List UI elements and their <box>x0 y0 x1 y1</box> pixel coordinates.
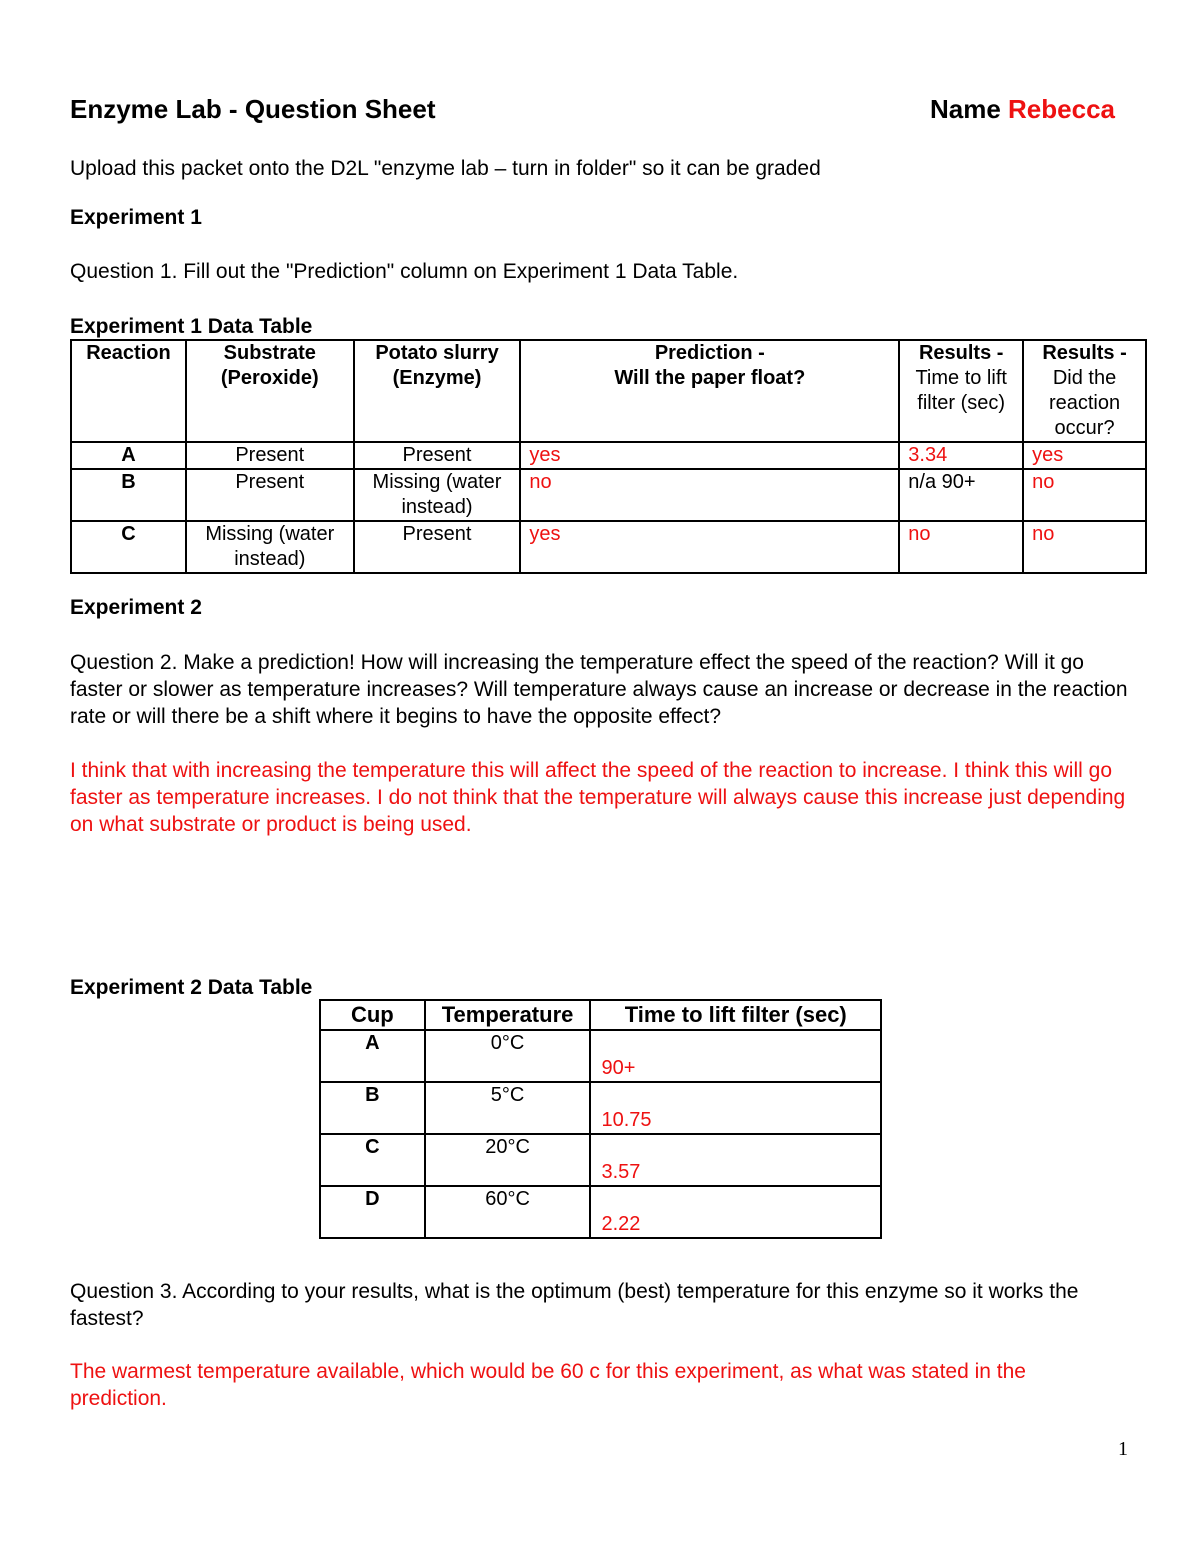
question3-answer: The warmest temperature available, which would be 60 c for this experiment, as what was stated in the prediction. <box>70 1360 1026 1410</box>
table-row <box>320 1186 881 1238</box>
temperature-cell: 5°C <box>425 1082 591 1134</box>
table-header-row <box>71 340 1146 442</box>
title-row <box>70 94 1115 125</box>
col-occurred: Results - Did the reaction occur? <box>1023 340 1146 442</box>
col-temperature: Temperature <box>425 1000 591 1030</box>
table-row <box>71 442 1146 469</box>
question2: Question 2. Make a prediction! How will increasing the temperature effect the speed of the reaction? Will it go faster or slower as temperature increases? Will temperature always cause an increase or decrease in the reaction rate or will there be a shift where it begins to have the opposite effect? <box>70 651 1128 728</box>
substrate-cell: Missing (water instead) <box>186 521 354 573</box>
cup-cell: D <box>320 1186 425 1238</box>
occurred-cell: no <box>1023 469 1146 521</box>
enzyme-cell: Present <box>354 442 521 469</box>
table-row <box>71 469 1146 521</box>
student-name <box>930 94 1115 125</box>
substrate-cell: Present <box>186 469 354 521</box>
instructions: Upload this packet onto the D2L "enzyme lab – turn in folder" so it can be graded <box>70 157 821 180</box>
page-number: 1 <box>1118 1438 1128 1460</box>
table-header-row <box>320 1000 881 1030</box>
col-enzyme: Potato slurry (Enzyme) <box>354 340 521 442</box>
substrate-cell: Present <box>186 442 354 469</box>
table-row <box>320 1082 881 1134</box>
temperature-cell: 0°C <box>425 1030 591 1082</box>
experiment2-data-table <box>319 999 882 1239</box>
time-cell: no <box>899 521 1023 573</box>
experiment2-table-title: Experiment 2 Data Table <box>70 976 313 999</box>
experiment1-heading: Experiment 1 <box>70 206 202 229</box>
col-prediction: Prediction - Will the paper float? <box>520 340 899 442</box>
experiment1-data-table <box>70 339 1147 574</box>
cup-cell: A <box>320 1030 425 1082</box>
table-row <box>320 1030 881 1082</box>
prediction-cell: no <box>520 469 899 521</box>
table-row <box>320 1134 881 1186</box>
question2-answer: I think that with increasing the temperature this will affect the speed of the reaction to increase. I think this will go faster as temperature increases. I do not think that the temperature will always cause this increase just depending on what substrate or product is being used. <box>70 759 1126 836</box>
reaction-cell: A <box>71 442 186 469</box>
cup-cell: B <box>320 1082 425 1134</box>
enzyme-cell: Missing (water instead) <box>354 469 521 521</box>
temperature-cell: 60°C <box>425 1186 591 1238</box>
time-cell: 3.34 <box>899 442 1023 469</box>
time-cell: n/a 90+ <box>899 469 1023 521</box>
reaction-cell: C <box>71 521 186 573</box>
reaction-cell: B <box>71 469 186 521</box>
enzyme-cell: Present <box>354 521 521 573</box>
prediction-cell: yes <box>520 442 899 469</box>
question1: Question 1. Fill out the "Prediction" column on Experiment 1 Data Table. <box>70 260 739 283</box>
temperature-cell: 20°C <box>425 1134 591 1186</box>
time-cell: 90+ <box>590 1030 881 1082</box>
question3: Question 3. According to your results, what is the optimum (best) temperature for this enzyme so it works the fastest? <box>70 1280 1079 1330</box>
col-time: Time to lift filter (sec) <box>590 1000 881 1030</box>
name-value: Rebecca <box>1008 94 1115 124</box>
col-reaction: Reaction <box>71 340 186 442</box>
name-label: Name <box>929 94 1001 124</box>
time-cell: 3.57 <box>590 1134 881 1186</box>
experiment1-table-title: Experiment 1 Data Table <box>70 315 313 338</box>
col-substrate: Substrate (Peroxide) <box>186 340 354 442</box>
cup-cell: C <box>320 1134 425 1186</box>
time-cell: 2.22 <box>590 1186 881 1238</box>
table-row <box>71 521 1146 573</box>
experiment2-heading: Experiment 2 <box>70 596 202 619</box>
col-cup: Cup <box>320 1000 425 1030</box>
occurred-cell: yes <box>1023 442 1146 469</box>
occurred-cell: no <box>1023 521 1146 573</box>
page-title: Enzyme Lab - Question Sheet <box>70 94 436 124</box>
col-time: Results - Time to lift filter (sec) <box>899 340 1023 442</box>
prediction-cell: yes <box>520 521 899 573</box>
time-cell: 10.75 <box>590 1082 881 1134</box>
